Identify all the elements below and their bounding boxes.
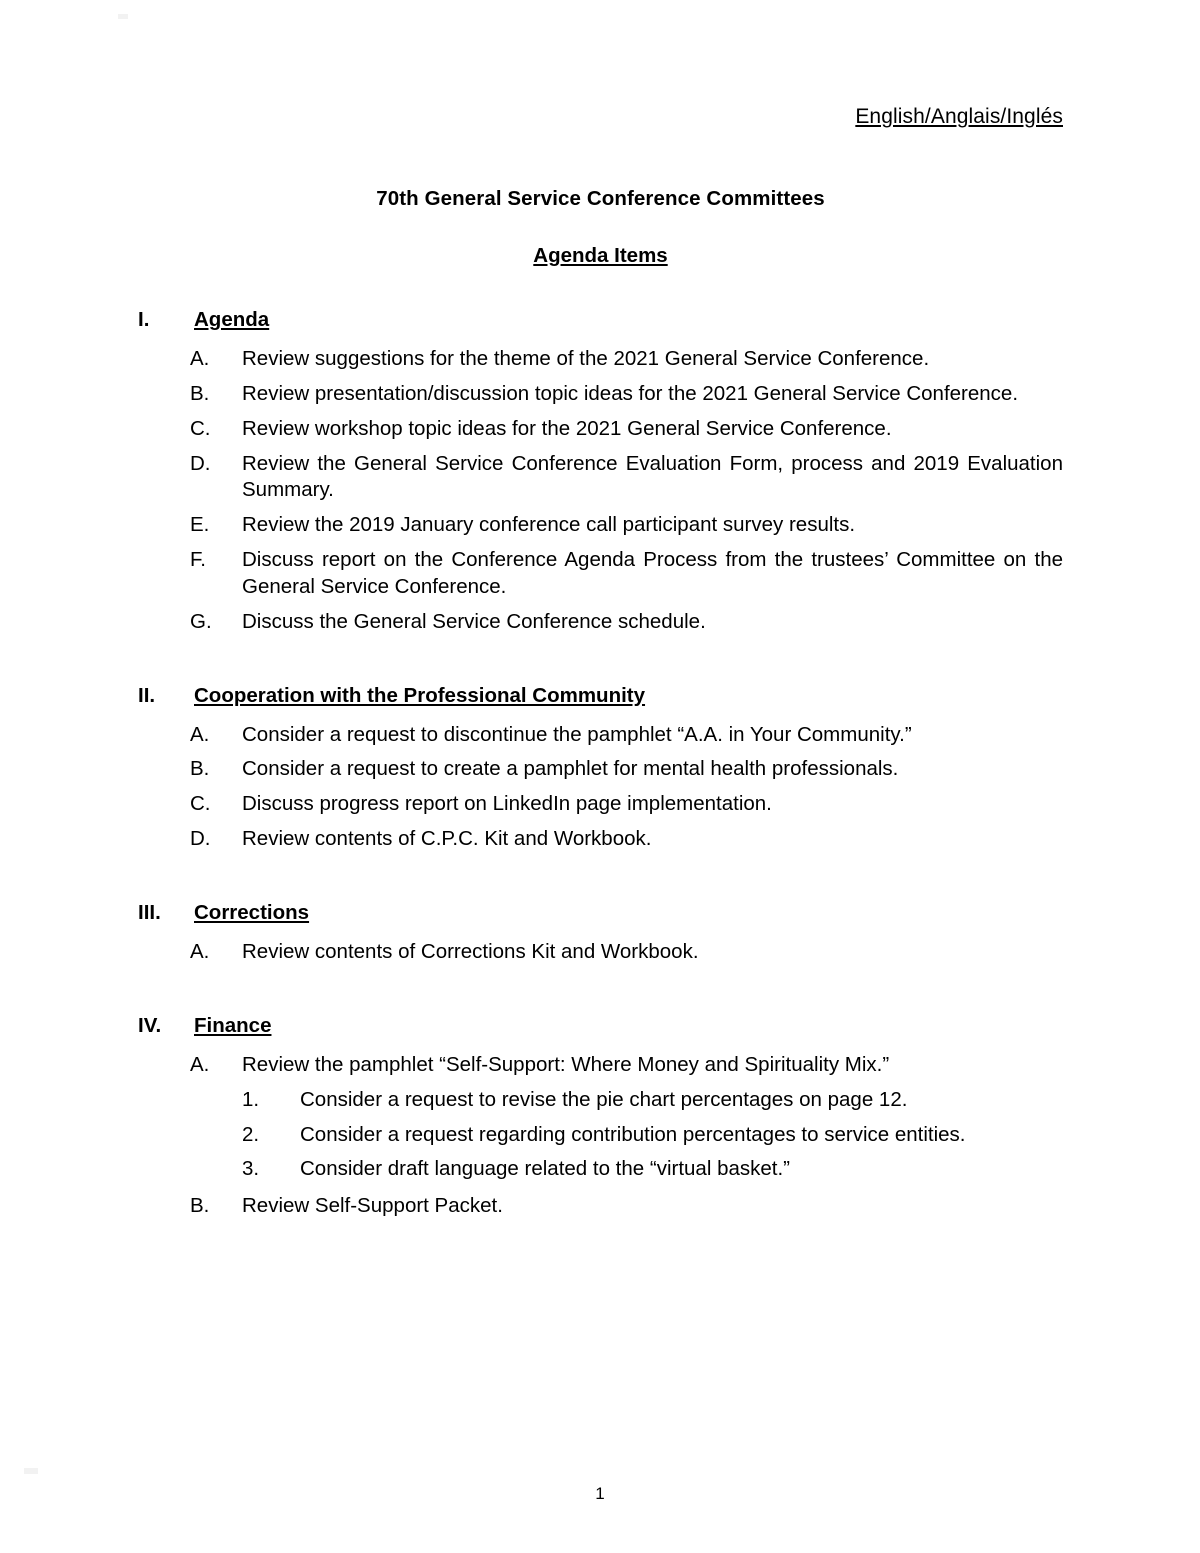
page-title: 70th General Service Conference Committees (376, 187, 825, 210)
list-item-letter: A. (190, 347, 210, 370)
scan-artifact (24, 1468, 38, 1474)
section-heading (138, 308, 1063, 332)
section-finance (138, 1014, 1063, 1220)
section-items (138, 1052, 1063, 1220)
list-item-text: Review Self-Support Packet. (242, 1194, 503, 1218)
list-item-letter: D. (190, 827, 211, 851)
list-item (138, 609, 1063, 636)
list-item-letter: A. (190, 722, 210, 746)
list-item-text: Review the pamphlet “Self-Support: Where Money and Spirituality Mix.” (242, 1052, 890, 1076)
list-item (138, 791, 1063, 818)
section-cpc (138, 684, 1063, 853)
list-item-text: Review contents of C.P.C. Kit and Workbook. (242, 827, 652, 851)
list-item (138, 346, 1063, 373)
list-item-text: Discuss progress report on LinkedIn page implementation. (242, 792, 772, 816)
page-subtitle (138, 244, 1063, 268)
page-subtitle-text: Agenda Items (533, 244, 668, 267)
list-item-text: Consider a request to discontinue the pamphlet “A.A. in Your Community.” (242, 722, 912, 746)
list-item-text: Review suggestions for the theme of the 2021 General Service Conference. (242, 347, 930, 370)
list-item (138, 1052, 1063, 1079)
list-item (138, 512, 1063, 539)
list-item (138, 416, 1063, 443)
section-items (138, 722, 1063, 853)
list-item-letter: A. (190, 1052, 210, 1076)
list-item-text: Consider a request to create a pamphlet for mental health professionals. (242, 757, 899, 781)
list-item (138, 381, 1063, 408)
list-item (138, 1193, 1063, 1220)
section-items (138, 346, 1063, 636)
list-item-letter: F. (190, 548, 206, 572)
list-item-letter: B. (190, 1194, 210, 1218)
section-number: III. (138, 900, 161, 924)
list-item-text: Review the General Service Conference Evaluation Form, process and 2019 Evaluation Summary. (242, 451, 1063, 502)
section-title: Corrections (194, 900, 310, 924)
language-line-text: English/Anglais/Inglés (855, 105, 1063, 128)
list-item-text: Review the 2019 January conference call participant survey results. (242, 513, 856, 537)
sub-list-item-number: 2. (242, 1122, 260, 1146)
list-item-text: Discuss the General Service Conference schedule. (242, 609, 706, 633)
section-number: IV. (138, 1013, 162, 1037)
list-item-letter: E. (190, 513, 210, 537)
sub-list-item-number: 3. (242, 1157, 260, 1181)
list-item-text: Review presentation/discussion topic ideas for the 2021 General Service Conference. (242, 381, 1019, 405)
section-items (138, 939, 1063, 966)
section-title: Finance (194, 1013, 272, 1037)
list-item-letter: C. (190, 416, 211, 440)
section-number: II. (138, 683, 156, 707)
document-body (138, 0, 1063, 1220)
sub-list-item-text: Consider a request regarding contribution percentages to service entities. (300, 1122, 966, 1146)
sub-list-item (138, 1156, 1063, 1183)
section-heading (138, 901, 1063, 925)
list-item-letter: B. (190, 381, 210, 405)
sub-list-item (138, 1122, 1063, 1149)
list-item-letter: D. (190, 451, 211, 475)
list-item (138, 826, 1063, 853)
list-item-letter: B. (190, 757, 210, 781)
sub-list (138, 1087, 1063, 1184)
list-item (138, 756, 1063, 783)
list-item (138, 451, 1063, 505)
section-number: I. (138, 308, 150, 331)
list-item-text: Review workshop topic ideas for the 2021 General Service Conference. (242, 416, 892, 440)
list-item-text: Discuss report on the Conference Agenda Process from the trustees’ Committee on the General Service Conference. (242, 548, 1063, 598)
list-item-text: Review contents of Corrections Kit and Workbook. (242, 939, 699, 963)
section-agenda (138, 308, 1063, 636)
section-heading (138, 1014, 1063, 1038)
list-item-letter: A. (190, 939, 210, 963)
list-item (138, 939, 1063, 966)
list-item-letter: G. (190, 609, 212, 633)
section-title: Agenda (194, 308, 270, 331)
section-corrections (138, 901, 1063, 966)
section-heading (138, 684, 1063, 708)
sub-list-item-text: Consider draft language related to the “virtual basket.” (300, 1157, 790, 1181)
list-item-letter: C. (190, 792, 211, 816)
sub-list-item-number: 1. (242, 1087, 260, 1111)
scan-artifact (118, 14, 128, 19)
list-item (138, 547, 1063, 601)
list-item (138, 722, 1063, 749)
section-title: Cooperation with the Professional Community (194, 683, 646, 707)
page-number: 1 (595, 1484, 605, 1503)
language-line (138, 0, 1063, 129)
sub-list-item (138, 1087, 1063, 1114)
sub-list-item-text: Consider a request to revise the pie chart percentages on page 12. (300, 1087, 908, 1111)
